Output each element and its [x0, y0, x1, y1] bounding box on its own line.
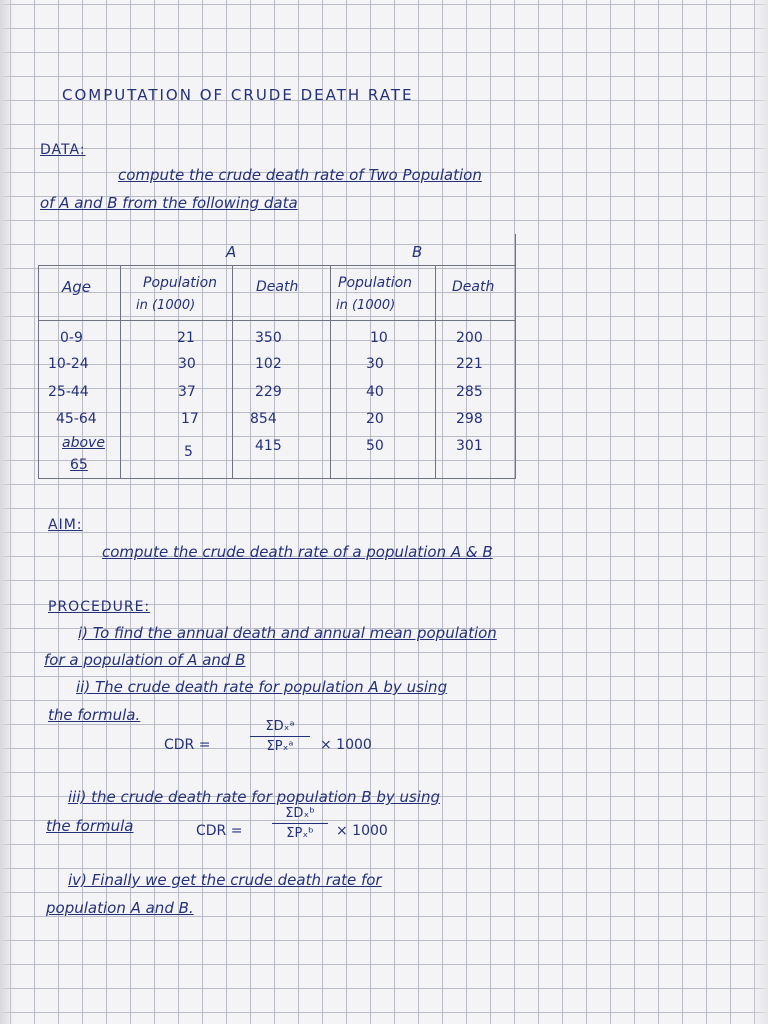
formula-a-denominator: ΣPₓᵃ — [266, 739, 294, 754]
formula-b-fraction — [272, 805, 328, 842]
header-population-a-unit: in (1000) — [136, 298, 196, 313]
data-text-line-2: of A and B from the following data — [40, 194, 298, 212]
table-header-border — [38, 320, 516, 321]
row-2-pop-a: 30 — [178, 356, 196, 372]
header-population-b-unit: in (1000) — [336, 298, 396, 313]
header-population-a: Population — [143, 275, 218, 291]
formula-a-fraction-bar — [250, 736, 310, 737]
page-title: COMPUTATION OF CRUDE DEATH RATE — [62, 86, 414, 104]
table-top-border — [38, 265, 516, 266]
formula-a-multiplier: × 1000 — [320, 737, 372, 753]
procedure-step-4-line-1: iv) Finally we get the crude death rate for — [68, 871, 382, 889]
row-5-pop-b: 50 — [366, 438, 384, 454]
header-death-b: Death — [452, 279, 495, 295]
table-left-border — [38, 265, 39, 479]
page-edge-shadow — [0, 0, 14, 1024]
formula-b-numerator: ΣDₓᵇ — [285, 806, 315, 821]
formula-a-fraction — [250, 718, 310, 755]
header-age: Age — [62, 278, 92, 296]
procedure-step-4-line-2: population A and B. — [46, 899, 194, 917]
row-3-pop-a: 37 — [178, 384, 196, 400]
procedure-step-3-line-1: iii) the crude death rate for population B by using — [68, 788, 441, 806]
procedure-step-2-line-2: the formula. — [48, 706, 141, 724]
row-3-pop-b: 40 — [366, 384, 384, 400]
header-population-b: Population — [338, 275, 413, 291]
row-1-death-a: 350 — [255, 330, 282, 346]
table-right-border — [515, 234, 516, 479]
row-2-age: 10-24 — [48, 356, 89, 372]
table-col-divider — [435, 265, 436, 479]
group-b-label: B — [412, 243, 423, 261]
data-heading: DATA: — [40, 142, 86, 158]
row-4-pop-a: 17 — [181, 411, 199, 427]
row-5-death-b: 301 — [456, 438, 483, 454]
row-5-age-value: 65 — [70, 457, 88, 473]
aim-heading: AIM: — [48, 517, 83, 533]
table-col-divider — [330, 265, 331, 479]
formula-b-multiplier: × 1000 — [336, 823, 388, 839]
formula-b-lhs: CDR = — [196, 823, 243, 839]
row-1-death-b: 200 — [456, 330, 483, 346]
row-4-death-b: 298 — [456, 411, 483, 427]
table-col-divider — [232, 265, 233, 479]
procedure-heading: PROCEDURE: — [48, 599, 151, 615]
header-death-a: Death — [256, 279, 299, 295]
procedure-step-1-line-2: for a population of A and B — [44, 651, 246, 669]
row-4-age: 45-64 — [56, 411, 97, 427]
formula-a-numerator: ΣDₓᵃ — [265, 719, 295, 734]
row-3-age: 25-44 — [48, 384, 89, 400]
formula-b-fraction-bar — [272, 823, 328, 824]
procedure-step-3-line-2: the formula — [46, 817, 134, 835]
table-col-divider — [120, 265, 121, 479]
formula-a-lhs: CDR = — [164, 737, 211, 753]
row-4-death-a: 854 — [250, 411, 277, 427]
row-5-death-a: 415 — [255, 438, 282, 454]
row-2-death-a: 102 — [255, 356, 282, 372]
row-1-pop-b: 10 — [370, 330, 388, 346]
table-bottom-border — [38, 478, 516, 479]
data-text-line-1: compute the crude death rate of Two Population — [118, 166, 482, 184]
row-2-death-b: 221 — [456, 356, 483, 372]
procedure-step-2-line-1: ii) The crude death rate for population A by using — [76, 678, 448, 696]
page-edge-shadow-right — [752, 0, 768, 1024]
group-a-label: A — [226, 243, 237, 261]
row-2-pop-b: 30 — [366, 356, 384, 372]
row-5-pop-a: 5 — [184, 444, 193, 460]
procedure-step-1-line-1: i) To find the annual death and annual mean population — [78, 624, 497, 642]
row-5-age: above — [62, 435, 105, 451]
row-3-death-b: 285 — [456, 384, 483, 400]
aim-text: compute the crude death rate of a population A & B — [102, 543, 493, 561]
row-1-age: 0-9 — [60, 330, 83, 346]
row-3-death-a: 229 — [255, 384, 282, 400]
row-4-pop-b: 20 — [366, 411, 384, 427]
row-1-pop-a: 21 — [177, 330, 195, 346]
formula-b-denominator: ΣPₓᵇ — [286, 826, 314, 841]
